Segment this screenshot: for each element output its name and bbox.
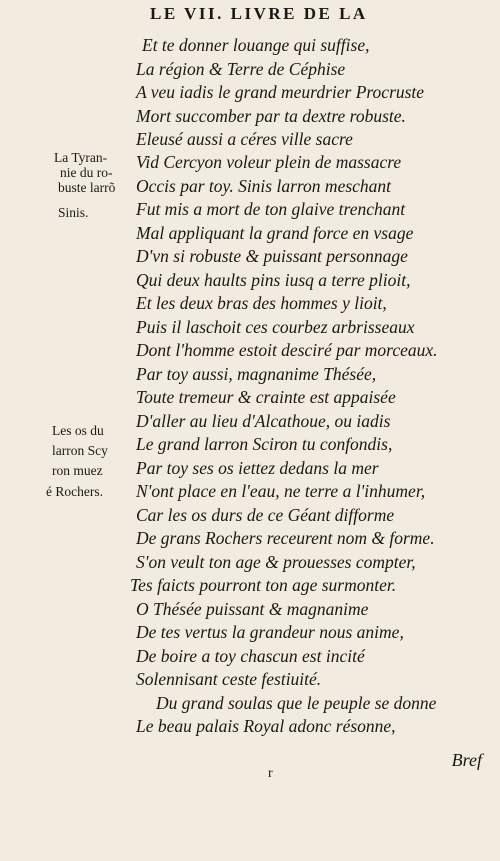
verse-line: Eleusé aussi a céres ville sacre — [136, 129, 353, 149]
verse-line: Du grand soulas que le peuple se donne — [156, 693, 437, 713]
verse-line: O Thésée puissant & magnanime — [136, 599, 369, 619]
gloss-line: La Tyran- — [54, 150, 108, 165]
verse-line: Et les deux bras des hommes y lioit, — [136, 293, 387, 313]
verse-line: De tes vertus la grandeur nous anime, — [136, 622, 404, 642]
verse-line: Et te donner louange qui suffise, — [142, 35, 370, 55]
verse-line: Fut mis a mort de ton glaive trenchant — [136, 199, 406, 219]
verse-line: D'vn si robuste & puissant personnage — [136, 246, 408, 266]
verse-line: Puis il laschoit ces courbez arbrisseaux — [136, 317, 415, 337]
verse-line: S'on veult ton age & prouesses compter, — [136, 552, 416, 572]
verse-line: Solennisant ceste festiuité. — [136, 669, 322, 689]
verse-line: Mal appliquant la grand force en vsage — [136, 223, 414, 243]
verse-line: Le grand larron Sciron tu confondis, — [136, 434, 393, 454]
verse-line: N'ont place en l'eau, ne terre a l'inhumer, — [136, 481, 426, 501]
verse-line: Le beau palais Royal adonc résonne, — [136, 716, 396, 736]
gloss-line: é Rochers. — [46, 484, 103, 499]
verse-line: Dont l'homme estoit desciré par morceaux. — [136, 340, 438, 360]
gloss-line: ron muez — [52, 463, 103, 478]
verse-line: Toute tremeur & crainte est appaisée — [136, 387, 396, 407]
gloss-line: larron Scy — [52, 443, 108, 458]
verse-line: Par toy ses os iettez dedans la mer — [136, 458, 379, 478]
verse-line: D'aller au lieu d'Alcathoue, ou iadis — [136, 411, 391, 431]
gloss-line: nie du ro- — [60, 165, 113, 180]
gloss-line: Les os du — [52, 423, 104, 438]
gloss-line: buste larrõ — [58, 180, 116, 195]
verse-line: Vid Cercyon voleur plein de massacre — [136, 152, 402, 172]
verse-line: A veu iadis le grand meurdrier Procruste — [136, 82, 425, 102]
catchword: Bref — [451, 750, 482, 770]
verse-line: Qui deux haults pins iusq a terre plioit, — [136, 270, 411, 290]
gloss-line: Sinis. — [58, 205, 89, 220]
verse-line: Car les os durs de ce Géant difforme — [136, 505, 395, 525]
running-header: LE VII. LIVRE DE LA — [150, 4, 368, 23]
verse-line: De boire a toy chascun est incité — [136, 646, 365, 666]
signature-mark: r — [268, 766, 273, 781]
verse-line: Mort succomber par ta dextre robuste. — [136, 106, 406, 126]
verse-line: Occis par toy. Sinis larron meschant — [136, 176, 392, 196]
verse-line: Par toy aussi, magnanime Thésée, — [136, 364, 377, 384]
verse-line: Tes faicts pourront ton age surmonter. — [130, 575, 397, 595]
verse-line: La région & Terre de Céphise — [136, 59, 346, 79]
verse-line: De grans Rochers receurent nom & forme. — [136, 528, 435, 548]
